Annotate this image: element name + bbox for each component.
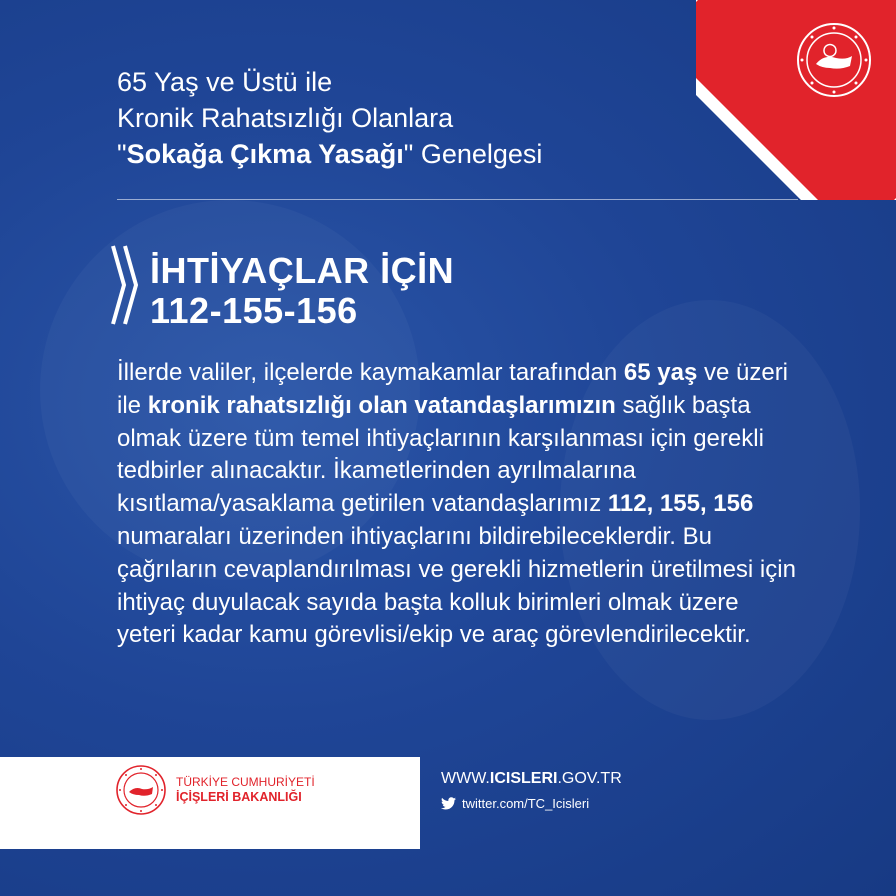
- heading-line-2: 112-155-156: [150, 290, 358, 331]
- title-line-3: [117, 136, 737, 172]
- website-suffix: .GOV.TR: [557, 770, 622, 787]
- ministry-name: [176, 775, 315, 805]
- website-link[interactable]: [441, 770, 622, 788]
- body-bold-3: 112, 155, 156: [607, 490, 754, 518]
- website-bold: ICISLERI: [489, 770, 558, 787]
- body-text: [117, 357, 797, 652]
- body-part-3: sağlık başta olmak üzere tüm temel ihtiyaçlarının karşılanması için gerekli tedbirler alınacaktır. İkametlerinden ayrılmalarına kısıtlama/yasaklama getirilen vatandaşlarımız: [117, 391, 764, 518]
- title-rest: " Genelgesi: [403, 139, 543, 169]
- double-chevron-icon: [110, 240, 146, 330]
- ministry-seal-icon: [115, 764, 167, 816]
- poster-title: [117, 64, 737, 172]
- body-bold-2: kronik rahatsızlığı olan vatandaşlarımızın: [147, 391, 616, 419]
- body-part-4: numaraları üzerinden ihtiyaçlarını bildirebileceklerdir. Bu çağrıların cevaplandırılması ve gerekli hizmetlerin üretilmesi için ihtiyaç duyulacak sayıda başta kolluk birimleri olmak üzere yeteri kadar kamu görevlisi/ekip ve araç görevlendirilecektir.: [117, 522, 796, 649]
- ministry-line-2: İÇİŞLERİ BAKANLIĞI: [176, 790, 302, 804]
- twitter-handle: twitter.com/TC_Icisleri: [462, 796, 590, 811]
- footer-divider: [418, 757, 420, 849]
- body-part-2: ve üzeri ile: [117, 359, 789, 419]
- ministry-seal-icon: [794, 20, 874, 100]
- twitter-link[interactable]: [441, 796, 589, 811]
- website-prefix: WWW.: [441, 770, 490, 787]
- title-line-1: 65 Yaş ve Üstü ile: [117, 67, 333, 97]
- body-part-1: İllerde valiler, ilçelerde kaymakamlar tarafından: [117, 359, 624, 386]
- twitter-bird-icon: [441, 797, 456, 810]
- section-heading: [150, 251, 454, 331]
- ministry-line-1: TÜRKİYE CUMHURİYETİ: [176, 775, 315, 789]
- title-bold: Sokağa Çıkma Yasağı: [126, 139, 404, 169]
- title-quote-open: ": [117, 139, 127, 169]
- body-bold-1: 65 yaş: [623, 359, 698, 386]
- title-divider: [117, 199, 798, 200]
- title-line-2: Kronik Rahatsızlığı Olanlara: [117, 103, 454, 133]
- heading-line-1: İHTİYAÇLAR İÇİN: [150, 250, 455, 291]
